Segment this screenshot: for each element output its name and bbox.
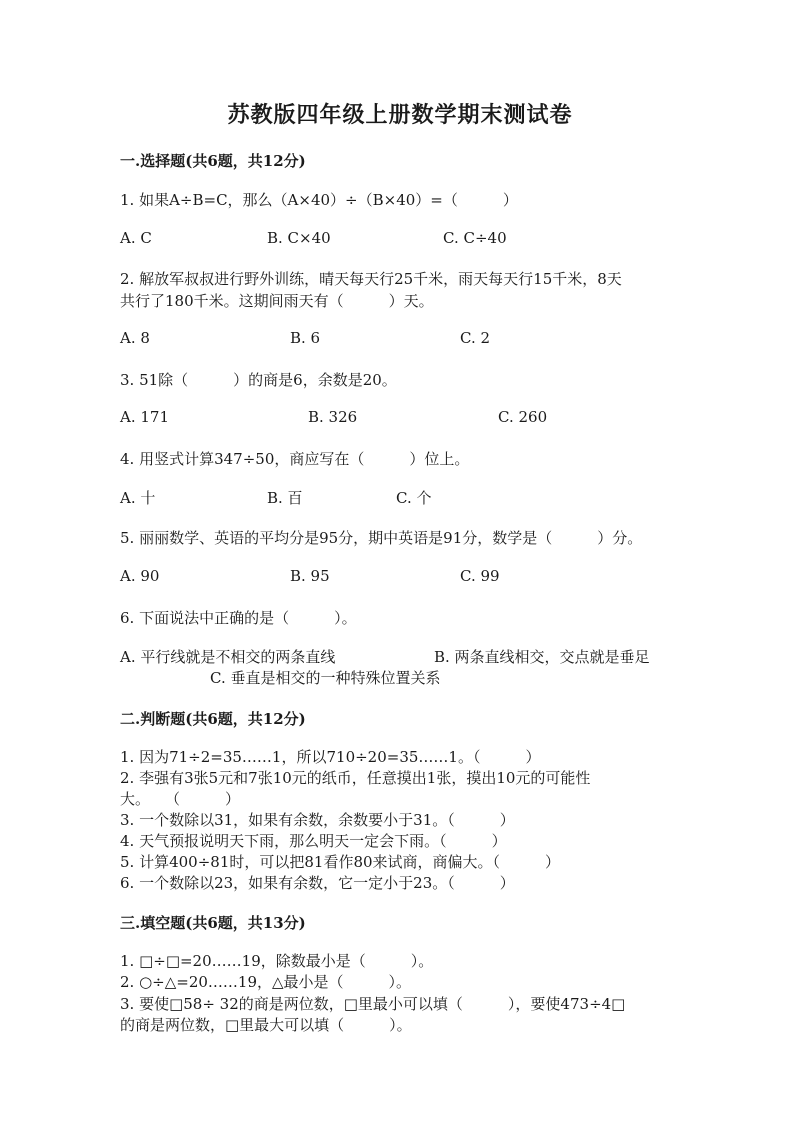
q2-option-a: A. 8 [120, 329, 150, 347]
fill-2: 2. ○÷△=20……19，△最小是（ ）。 [120, 973, 412, 991]
judge-4: 4. 天气预报说明天下雨，那么明天一定会下雨。（ ） [120, 832, 507, 850]
question-6: 6. 下面说法中正确的是（ ）。 [120, 609, 357, 627]
q4-option-b: B. 百 [267, 489, 303, 507]
q2-option-c: C. 2 [460, 329, 491, 347]
fill-3-line2: 的商是两位数，□里最大可以填（ ）。 [120, 1016, 412, 1034]
q5-option-b: B. 95 [290, 567, 330, 585]
section-heading-fill: 三.填空题(共6题，共13分) [120, 914, 306, 932]
question-2-line1: 2. 解放军叔叔进行野外训练，晴天每天行25千米，雨天每天行15千米，8天 [120, 270, 622, 288]
question-3: 3. 51除（ ）的商是6，余数是20。 [120, 371, 397, 389]
judge-2-line2: 大。 （ ） [120, 790, 241, 808]
section-heading-choice: 一.选择题(共6题，共12分) [120, 152, 306, 170]
fill-3-line1: 3. 要使□58÷ 32的商是两位数，□里最小可以填（ ），要使473÷4□ [120, 995, 626, 1013]
question-5: 5. 丽丽数学、英语的平均分是95分，期中英语是91分，数学是（ ）分。 [120, 529, 643, 547]
judge-3: 3. 一个数除以31，如果有余数，余数要小于31。（ ） [120, 811, 515, 829]
q6-option-c: C. 垂直是相交的一种特殊位置关系 [210, 669, 441, 687]
q4-option-a: A. 十 [120, 489, 156, 507]
judge-2-line1: 2. 李强有3张5元和7张10元的纸币，任意摸出1张，摸出10元的可能性 [120, 769, 591, 787]
page-title: 苏教版四年级上册数学期末测试卷 [227, 102, 573, 128]
q3-option-a: A. 171 [120, 408, 169, 426]
judge-5: 5. 计算400÷81时，可以把81看作80来试商，商偏大。（ ） [120, 853, 561, 871]
q3-option-b: B. 326 [308, 408, 358, 426]
q1-option-c: C. C÷40 [443, 229, 507, 247]
q5-option-c: C. 99 [460, 567, 500, 585]
question-2-line2: 共行了180千米。这期间雨天有（ ）天。 [120, 292, 434, 310]
judge-6: 6. 一个数除以23，如果有余数，它一定小于23。（ ） [120, 874, 515, 892]
q6-option-a: A. 平行线就是不相交的两条直线 [120, 648, 336, 666]
q4-option-c: C. 个 [396, 489, 432, 507]
fill-1: 1. □÷□=20……19，除数最小是（ ）。 [120, 952, 434, 970]
judge-1: 1. 因为71÷2=35……1，所以710÷20=35……1。（ ） [120, 748, 541, 766]
q5-option-a: A. 90 [120, 567, 160, 585]
question-1: 1. 如果A÷B=C，那么（A×40）÷（B×40）=（ ） [120, 191, 518, 209]
q3-option-c: C. 260 [498, 408, 548, 426]
q1-option-a: A. C [120, 229, 152, 247]
question-4: 4. 用竖式计算347÷50，商应写在（ ）位上。 [120, 450, 470, 468]
q2-option-b: B. 6 [290, 329, 321, 347]
q6-option-b: B. 两条直线相交，交点就是垂足 [434, 648, 650, 666]
section-heading-judge: 二.判断题(共6题，共12分) [120, 710, 306, 728]
q1-option-b: B. C×40 [267, 229, 331, 247]
